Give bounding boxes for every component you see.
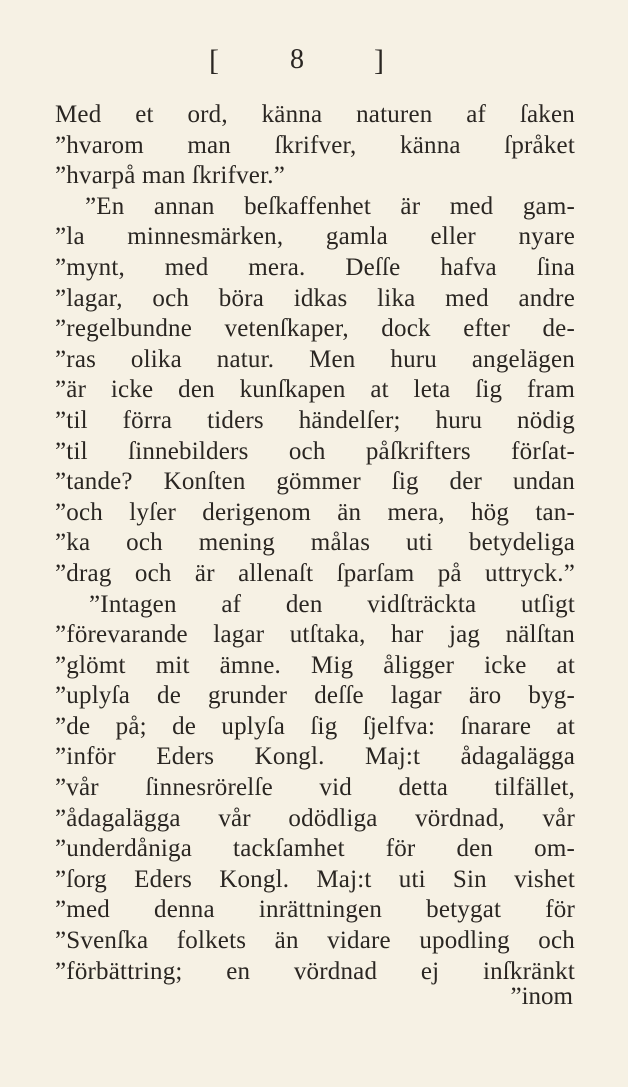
body-text	[55, 100, 575, 987]
text-line: ”och lyſer derigenom än mera, hög tan-	[55, 498, 575, 526]
text-line: ”hvarpå man ſkrifver.”	[55, 162, 285, 190]
text-line: ”regelbundne vetenſkaper, dock efter de-	[55, 315, 575, 343]
text-line: ”är icke den kunſkapen at leta ſig fram	[55, 376, 575, 404]
text-line: ”lagar, och böra idkas lika med andre	[55, 284, 575, 312]
text-line: ”förevarande lagar utſtaka, har jag nälſtan	[55, 621, 575, 649]
page-header	[0, 44, 628, 84]
text-line: ”til förra tiders händelſer; huru nödig	[55, 406, 575, 434]
text-line: ”ka och mening målas uti betydeliga	[55, 529, 575, 557]
text-line: ”mynt, med mera. Deſſe hafva ſina	[55, 253, 575, 281]
text-line: ”ådagalägga vår odödliga vördnad, vår	[55, 804, 575, 832]
text-line: ”drag och är allenaſt ſparſam på uttryck.”	[55, 559, 575, 587]
text-line: ”inför Eders Kongl. Maj:t ådagalägga	[55, 743, 575, 771]
text-line: ”la minnesmärken, gamla eller nyare	[55, 223, 575, 251]
text-line: ”underdåniga tackſamhet för den om-	[55, 835, 575, 863]
text-line: ”til ſinnebilders och påſkrifters förſat-	[55, 437, 575, 465]
left-bracket: [	[209, 44, 219, 77]
text-line: ”Svenſka folkets än vidare upodling och	[55, 927, 575, 955]
text-line: ”de på; de uplyſa ſig ſjelfva: ſnarare at	[55, 712, 575, 740]
right-bracket: ]	[374, 44, 384, 77]
text-line: ”uplyſa de grunder deſſe lagar äro byg-	[55, 682, 575, 710]
text-line: ”Intagen af den vidſträckta utſigt	[89, 590, 575, 618]
text-line: ”förbättring; en vördnad ej inſkränkt	[55, 957, 575, 985]
text-line: ”tande? Konſten gömmer ſig der undan	[55, 468, 575, 496]
text-line: ”ſorg Eders Kongl. Maj:t uti Sin vishet	[55, 865, 575, 893]
text-line: ”med denna inrättningen betygat för	[55, 896, 575, 924]
text-line: ”ras olika natur. Men huru angelägen	[55, 345, 575, 373]
catchword: ”inom	[510, 983, 573, 1010]
text-line: Med et ord, känna naturen af ſaken	[55, 101, 575, 128]
text-line: ”En annan beſkaffenhet är med gam-	[85, 192, 575, 220]
text-line: ”vår ſinnesrörelſe vid detta tilfället,	[55, 774, 575, 802]
page-number: 8	[290, 44, 304, 75]
text-line: ”hvarom man ſkrifver, känna ſpråket	[55, 131, 575, 159]
text-line: ”glömt mit ämne. Mig åligger icke at	[55, 651, 575, 679]
